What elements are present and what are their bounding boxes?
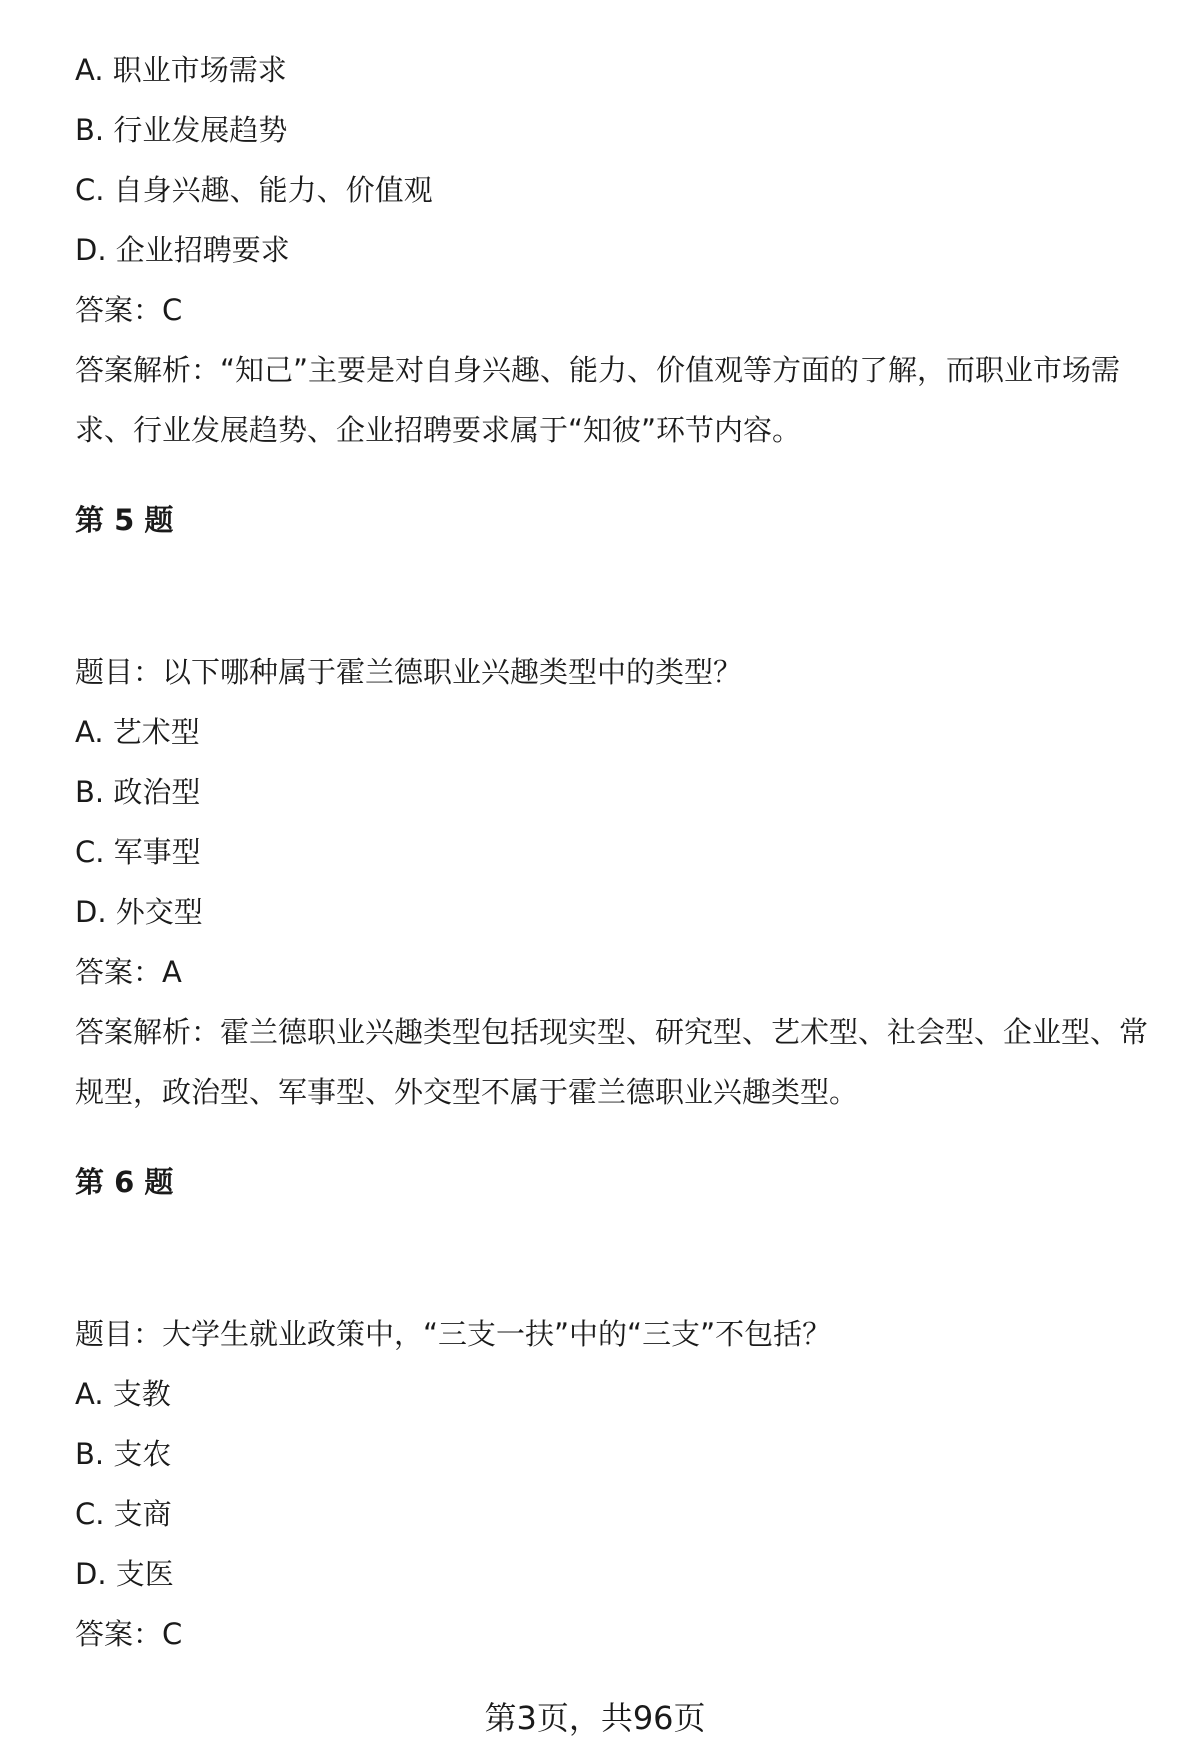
q5-option-c: C. 军事型 (75, 835, 201, 869)
q6-option-a: A. 支教 (75, 1377, 171, 1411)
q4-analysis: 答案解析：“知己”主要是对自身兴趣、能力、价值观等方面的了解，而职业市场需求、行业发展趋势、企业招聘要求属于“知彼”环节内容。 (75, 353, 1121, 447)
q5-option-d: D. 外交型 (75, 895, 203, 929)
q6-question: 题目：大学生就业政策中，“三支一扶”中的“三支”不包括？ (75, 1317, 832, 1351)
q5-analysis: 答案解析：霍兰德职业兴趣类型包括现实型、研究型、艺术型、社会型、企业型、常规型，政治型、军事型、外交型不属于霍兰德职业兴趣类型。 (75, 1015, 1149, 1109)
q5-answer: 答案：A (75, 955, 182, 989)
q4-option-c: C. 自身兴趣、能力、价值观 (75, 173, 433, 207)
q6-answer: 答案：C (75, 1617, 183, 1651)
q4-option-a: A. 职业市场需求 (75, 53, 287, 87)
q6-option-d: D. 支医 (75, 1557, 174, 1591)
q5-option-a: A. 艺术型 (75, 715, 200, 749)
q6-heading: 第 6 题 (75, 1165, 174, 1199)
q6-option-c: C. 支商 (75, 1497, 172, 1531)
q4-option-b: B. 行业发展趋势 (75, 113, 288, 147)
q4-option-d: D. 企业招聘要求 (75, 233, 290, 267)
page-footer: 第3页，共96页 (484, 1699, 706, 1737)
q5-question: 题目：以下哪种属于霍兰德职业兴趣类型中的类型？ (75, 655, 743, 689)
q5-heading: 第 5 题 (75, 503, 174, 537)
q5-option-b: B. 政治型 (75, 775, 201, 809)
q6-option-b: B. 支农 (75, 1437, 172, 1471)
q4-answer: 答案：C (75, 293, 183, 327)
